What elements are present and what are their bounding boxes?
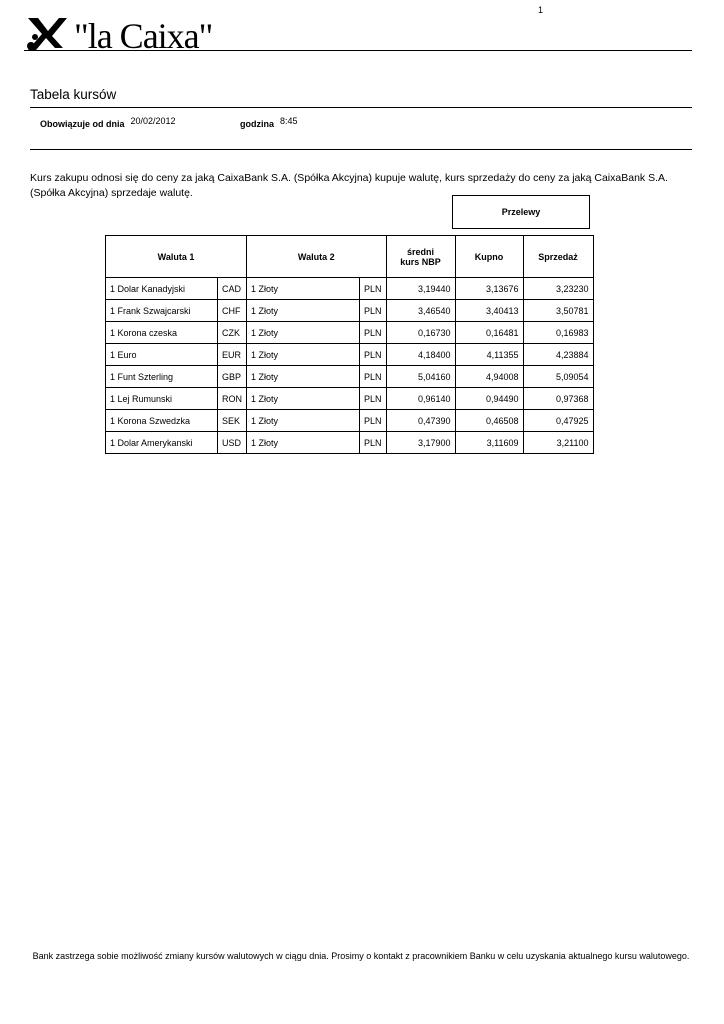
sell-rate: 0,47925: [523, 410, 593, 432]
target-currency-code: PLN: [360, 410, 387, 432]
header-nbp-line2: kurs NBP: [400, 256, 441, 267]
nbp-rate: 4,18400: [386, 344, 455, 366]
nbp-rate: 5,04160: [386, 366, 455, 388]
target-currency-code: PLN: [360, 278, 387, 300]
nbp-rate: 0,96140: [386, 388, 455, 410]
sell-rate: 3,50781: [523, 300, 593, 322]
valid-from-value: 20/02/2012: [130, 116, 176, 126]
target-currency-name: 1 Złoty: [247, 366, 360, 388]
header-currency-1: Waluta 1: [106, 236, 247, 278]
meta-divider: [30, 149, 692, 150]
valid-from: [40, 116, 176, 129]
header-nbp-line1: średni: [407, 246, 435, 257]
time: [240, 116, 298, 129]
currency-name: 1 Euro: [106, 344, 218, 366]
header-divider: [24, 50, 692, 51]
currency-code: EUR: [218, 344, 247, 366]
la-caixa-logo: [24, 14, 212, 58]
page-title: Tabela kursów: [30, 87, 117, 102]
nbp-rate: 3,46540: [386, 300, 455, 322]
currency-name: 1 Funt Szterling: [106, 366, 218, 388]
target-currency-name: 1 Złoty: [247, 278, 360, 300]
target-currency-name: 1 Złoty: [247, 344, 360, 366]
transfers-header: Przelewy: [452, 195, 590, 229]
table-row: [106, 410, 594, 432]
currency-code: GBP: [218, 366, 247, 388]
nbp-rate: 3,19440: [386, 278, 455, 300]
buy-rate: 0,94490: [455, 388, 523, 410]
currency-code: USD: [218, 432, 247, 454]
currency-code: SEK: [218, 410, 247, 432]
target-currency-name: 1 Złoty: [247, 410, 360, 432]
sell-rate: 5,09054: [523, 366, 593, 388]
nbp-rate: 0,47390: [386, 410, 455, 432]
buy-rate: 0,46508: [455, 410, 523, 432]
target-currency-code: PLN: [360, 344, 387, 366]
header-currency-2: Waluta 2: [247, 236, 387, 278]
buy-rate: 0,16481: [455, 322, 523, 344]
buy-rate: 3,11609: [455, 432, 523, 454]
header-buy: Kupno: [455, 236, 523, 278]
currency-code: CHF: [218, 300, 247, 322]
target-currency-code: PLN: [360, 322, 387, 344]
currency-name: 1 Korona czeska: [106, 322, 218, 344]
target-currency-code: PLN: [360, 300, 387, 322]
currency-name: 1 Dolar Amerykanski: [106, 432, 218, 454]
time-value: 8:45: [280, 116, 298, 126]
target-currency-code: PLN: [360, 366, 387, 388]
nbp-rate: 3,17900: [386, 432, 455, 454]
currency-code: CZK: [218, 322, 247, 344]
sell-rate: 0,97368: [523, 388, 593, 410]
sell-rate: 3,21100: [523, 432, 593, 454]
valid-from-label: Obowiązuje od dnia: [40, 119, 125, 129]
intro-text: Kurs zakupu odnosi się do ceny za jaką CaixaBank S.A. (Spółka Akcyjna) kupuje walutę, kurs sprzedaży do ceny za jaką CaixaBank S.A. (Spółka Akcyjna) sprzedaje walutę.: [30, 172, 668, 199]
target-currency-name: 1 Złoty: [247, 432, 360, 454]
title-divider: [30, 107, 692, 108]
table-row: [106, 344, 594, 366]
target-currency-name: 1 Złoty: [247, 322, 360, 344]
currency-code: RON: [218, 388, 247, 410]
target-currency-name: 1 Złoty: [247, 388, 360, 410]
buy-rate: 3,40413: [455, 300, 523, 322]
table-row: [106, 388, 594, 410]
footer-disclaimer: Bank zastrzega sobie możliwość zmiany kursów walutowych w ciągu dnia. Prosimy o kontakt z pracownikiem Banku w celu uzyskania aktualnego kursu walutowego.: [32, 951, 690, 961]
table-row: [106, 300, 594, 322]
sell-rate: 3,23230: [523, 278, 593, 300]
currency-name: 1 Dolar Kanadyjski: [106, 278, 218, 300]
table-row: [106, 322, 594, 344]
logo-wordmark: "la Caixa": [74, 16, 213, 56]
buy-rate: 3,13676: [455, 278, 523, 300]
target-currency-code: PLN: [360, 388, 387, 410]
target-currency-code: PLN: [360, 432, 387, 454]
sell-rate: 0,16983: [523, 322, 593, 344]
currency-name: 1 Frank Szwajcarski: [106, 300, 218, 322]
currency-code: CAD: [218, 278, 247, 300]
buy-rate: 4,11355: [455, 344, 523, 366]
currency-name: 1 Lej Rumunski: [106, 388, 218, 410]
currency-name: 1 Korona Szwedzka: [106, 410, 218, 432]
page-number: 1: [538, 5, 544, 15]
table-row: [106, 278, 594, 300]
nbp-rate: 0,16730: [386, 322, 455, 344]
time-label: godzina: [240, 119, 274, 129]
table-row: [106, 366, 594, 388]
sell-rate: 4,23884: [523, 344, 593, 366]
header-sell: Sprzedaż: [523, 236, 593, 278]
table-row: [106, 432, 594, 454]
table-header-row: [106, 236, 594, 278]
target-currency-name: 1 Złoty: [247, 300, 360, 322]
header-nbp-rate: [386, 236, 455, 278]
rates-table: [105, 235, 594, 454]
buy-rate: 4,94008: [455, 366, 523, 388]
